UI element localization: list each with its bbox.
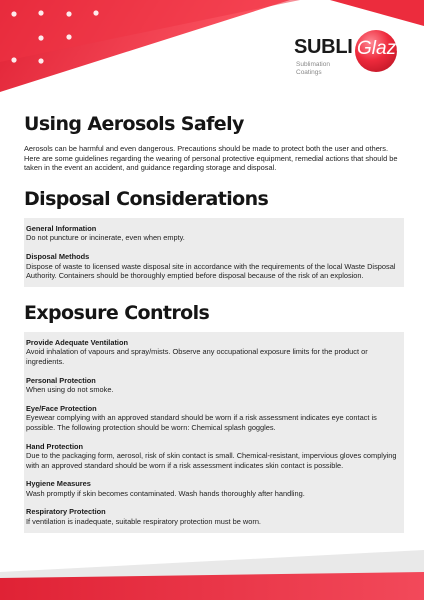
footer-decoration	[0, 548, 424, 600]
exposure-item	[26, 338, 398, 367]
item-heading: Personal Protection	[26, 375, 96, 385]
item-heading: General Information	[26, 223, 97, 233]
intro-paragraph: Aerosols can be harmful and even dangerous. Precautions should be made to protect both the user and others. Here are some guidelines regarding the wearing of personal protective equipment, remedial actions that should be taken in the event an accident, and guidance regarding storage and disposal.	[24, 144, 398, 173]
brand-tagline-line1: Sublimation	[296, 61, 330, 68]
item-heading: Disposal Methods	[26, 251, 90, 261]
item-heading: Hygiene Measures	[26, 479, 91, 489]
item-text: Dispose of waste to licensed waste disposal site in accordance with the requirements of the local Waste Disposal Authority. Containers should be thoroughly emptied before disposal because of the risk of an explosion.	[26, 261, 396, 281]
section-title-disposal: Disposal Considerations	[24, 187, 269, 210]
item-text: Due to the packaging form, aerosol, risk of skin contact is small. Chemical-resistant, impervious gloves complying with an approved standard should be worn if a risk assessment indicates skin contact is possible.	[26, 451, 397, 470]
brand-logo	[294, 30, 414, 84]
item-text: Wash promptly if skin becomes contaminated. Wash hands thoroughly after handling.	[26, 488, 305, 498]
exposure-item	[26, 442, 398, 471]
item-text: Avoid inhalation of vapours and spray/mists. Observe any occupational exposure limits for the product or ingredients.	[26, 347, 368, 366]
item-heading: Eye/Face Protection	[26, 403, 97, 413]
exposure-item	[26, 479, 398, 498]
disposal-item	[26, 224, 398, 243]
item-heading: Provide Adequate Ventilation	[26, 337, 128, 347]
page-title: Using Aerosols Safely	[24, 113, 244, 135]
section-title-exposure: Exposure Controls	[24, 301, 210, 324]
exposure-panel	[24, 332, 404, 533]
item-text: If ventilation is inadequate, suitable respiratory protection must be worn.	[26, 517, 261, 527]
exposure-item	[26, 507, 398, 526]
item-text: Do not puncture or incinerate, even when empty.	[26, 233, 185, 243]
disposal-item	[26, 252, 398, 281]
item-text: When using do not smoke.	[26, 385, 114, 395]
document-body	[24, 112, 404, 533]
brand-tagline	[296, 61, 330, 77]
item-heading: Respiratory Protection	[26, 507, 106, 517]
item-heading: Hand Protection	[26, 441, 84, 451]
item-text: Eyewear complying with an approved standard should be worn if a risk assessment indicates eye contact is possible. The following protection should be worn: Chemical splash goggles.	[26, 413, 377, 432]
brand-name-glaze: Glaze	[357, 38, 407, 59]
brand-name-subli: SUBLI	[294, 36, 353, 58]
disposal-panel	[24, 218, 404, 287]
brand-tagline-line2: Coatings	[296, 69, 322, 76]
exposure-item	[26, 376, 398, 395]
exposure-item	[26, 404, 398, 433]
